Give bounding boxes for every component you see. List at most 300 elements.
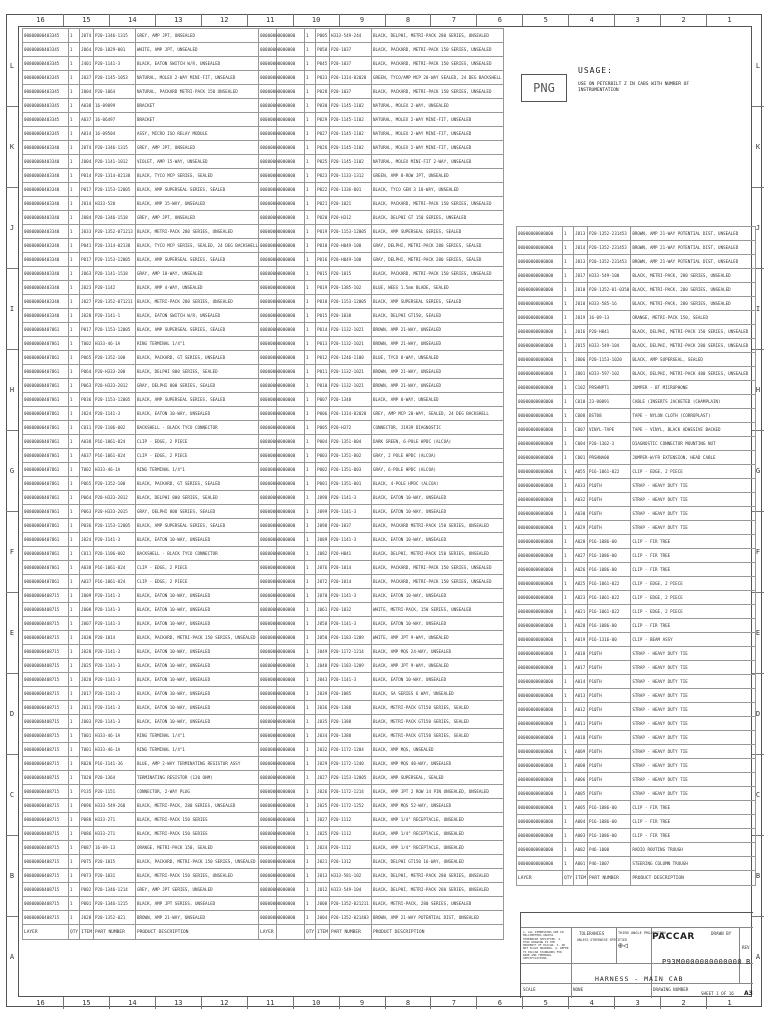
- bom-layer: 00000000408715: [23, 869, 69, 883]
- bom-item: A021: [574, 605, 588, 619]
- bom-item: J027: [80, 295, 94, 309]
- bom-row: [259, 323, 504, 337]
- bom-description: GREY, AMP JPT SERIES, UNSEALED: [135, 883, 276, 897]
- bom-description: GREEN, AMP 8-ROW JPT, UNSEALED: [371, 169, 503, 183]
- bom-row: [259, 771, 504, 785]
- bom-row: [259, 799, 504, 813]
- bom-description: BLACK, METRI-PACK, 280 SERIES, UNSEALED: [371, 897, 503, 911]
- bom-qty: 1: [563, 731, 574, 745]
- bom-description: STEERING COLUMN TROUGH: [631, 857, 756, 871]
- bom-row: [259, 645, 504, 659]
- bom-description: STRAP - HEAVY DUTY TIE: [631, 647, 756, 661]
- bom-qty: 1: [69, 113, 80, 127]
- bom-row: [259, 911, 504, 925]
- bom-item: J009: [80, 589, 94, 603]
- bom-layer: 00000000408715: [23, 897, 69, 911]
- bom-description: BLACK, METRI-PACK 150 SERIES, UNSEALED: [135, 869, 276, 883]
- bom-row: [259, 99, 504, 113]
- bom-part-number: P46-1007: [587, 857, 630, 871]
- bom-description: BLACK, METRI-PACK GT150 SERIES, SEALED: [371, 701, 503, 715]
- bom-item: J007: [80, 617, 94, 631]
- bom-qty: 1: [69, 57, 80, 71]
- col-zone-top-12: 12: [201, 14, 247, 26]
- bom-row: [259, 897, 504, 911]
- bom-item: J015: [574, 339, 588, 353]
- revision-value: B: [746, 958, 751, 966]
- bom-layer: 00000000000000: [517, 675, 563, 689]
- bom-row: [23, 855, 277, 869]
- bom-row: [259, 883, 504, 897]
- bom-part-number: P20-1153-1020: [587, 353, 630, 367]
- bom-row: [23, 155, 277, 169]
- bom-qty: 1: [563, 829, 574, 843]
- bom-qty: 1: [305, 645, 316, 659]
- bom-row: [517, 437, 756, 451]
- bom-row: [259, 267, 504, 281]
- bom-part-number: P20-1037: [329, 57, 371, 71]
- bom-layer: 00000000000000: [517, 605, 563, 619]
- bom-part-number: P20-H049-100: [329, 253, 371, 267]
- bom-layer: 00000000000000: [259, 645, 305, 659]
- bom-description: BACKSHELL - BLACK TYCO CONNECTOR: [135, 547, 276, 561]
- bom-part-number: P16-1086-00: [587, 535, 630, 549]
- bom-item: J003: [80, 715, 94, 729]
- bom-layer: 00000000000000: [517, 703, 563, 717]
- bom-row: [517, 801, 756, 815]
- bom-item: A004: [574, 815, 588, 829]
- bom-item: P028: [316, 85, 330, 99]
- row-zone-right-a: A: [752, 916, 764, 997]
- bom-qty: 1: [69, 701, 80, 715]
- bom-description: BRACKET: [135, 113, 276, 127]
- bom-item: P003: [316, 449, 330, 463]
- bom-layer: 00000000000000: [517, 787, 563, 801]
- bom-row: [517, 549, 756, 563]
- bom-description: GRAY, 6-POLE HPDC (ALCOA): [371, 463, 503, 477]
- bom-layer: 00000000000000: [517, 395, 563, 409]
- bom-item: P019: [316, 225, 330, 239]
- drawn-by-label: DRAWN BY: [711, 931, 732, 936]
- bom-description: BLACK, PACKARD, METRI-PACK 150 SERIES, UNSEALED: [371, 575, 503, 589]
- bom-description: BACKSHELL - BLACK TYCO CONNECTOR: [135, 421, 276, 435]
- row-zone-right-h: H: [752, 349, 764, 430]
- bom-part-number: P20-1352-100: [93, 477, 135, 491]
- bom-layer: 00000000000000: [517, 563, 563, 577]
- bom-part-number: P20-1172-1240: [329, 757, 371, 771]
- bom-row: [23, 393, 277, 407]
- bom-row: [23, 897, 277, 911]
- bom-qty: 1: [563, 689, 574, 703]
- row-zone-right-l: L: [755, 62, 761, 70]
- bom-qty: 1: [69, 477, 80, 491]
- drawing-number: P93M0000000000000: [662, 958, 743, 966]
- bom-part-number: P20-1015: [329, 267, 371, 281]
- bom-description: GRAY, DELPHI 800 SERIES, SEALED: [135, 505, 276, 519]
- bom-qty: 1: [305, 491, 316, 505]
- bom-row: [517, 843, 756, 857]
- bom-description: BROWN, AMP 21-WAY, UNSEALED: [371, 337, 503, 351]
- bom-layer: 00000000403340: [23, 169, 69, 183]
- bom-description: CONNECTOR, J1939 DIAGNOSTIC: [371, 421, 503, 435]
- bom-description: BLACK, AMP SUPERSEAL SERIES, SEALED: [135, 253, 276, 267]
- bom-description: BLACK, METRI-PACK, 280 SERIES, UNSEALED: [135, 799, 276, 813]
- bom-row: [259, 855, 504, 869]
- company-logo: PACCAR: [652, 932, 695, 942]
- bom-part-number: P16-1061-024: [93, 435, 135, 449]
- bom-item: A011: [574, 717, 588, 731]
- bom-description: GRAY, 2 POLE HPDC (ALCOA): [371, 449, 503, 463]
- bom-layer: 00000000000000: [517, 647, 563, 661]
- bom-layer: 00000000000000: [517, 689, 563, 703]
- row-zone-right-c: C: [752, 754, 764, 835]
- bom-item: C007: [574, 423, 588, 437]
- bom-item: P063: [80, 505, 94, 519]
- bom-description: BLACK, EATON 10-WAY, UNSEALED: [371, 491, 503, 505]
- bom-qty: 1: [69, 491, 80, 505]
- bom-item: J070: [316, 589, 330, 603]
- bom-layer: 00000000000000: [517, 745, 563, 759]
- bom-part-number: P20-1145-1102: [329, 113, 371, 127]
- bom-part-number: P20-1352-021403: [329, 911, 371, 925]
- bom-qty: 1: [305, 155, 316, 169]
- bom-description: RING TERMINAL 1/4"1: [135, 463, 276, 477]
- bom-layer: 00000000000000: [517, 479, 563, 493]
- bom-row: [23, 435, 277, 449]
- bom-description: BLACK, EATON 10-WAY, UNSEALED: [135, 673, 276, 687]
- bom-header-item: ITEM: [574, 871, 588, 886]
- bom-part-number: P10TH: [587, 773, 630, 787]
- col-zone-top-7: 7: [430, 14, 476, 26]
- bom-description: BLACK, AMP MQS 40-WAY, UNSEALED: [371, 757, 503, 771]
- bom-header-row: [517, 871, 756, 886]
- bom-row: [259, 673, 504, 687]
- col-zone-top-9: 9: [339, 14, 385, 26]
- bom-layer: 00000000000000: [517, 227, 563, 241]
- bom-item: J010: [574, 283, 588, 297]
- bom-part-number: P20-1112: [329, 827, 371, 841]
- bom-layer: 00000000000000: [259, 757, 305, 771]
- bom-item: J028: [80, 645, 94, 659]
- bom-layer: 00000000000000: [259, 99, 305, 113]
- bom-description: RING TERMINAL 1/4"1: [135, 337, 276, 351]
- col-zone-top-14: 14: [109, 14, 155, 26]
- bom-item: J058: [316, 617, 330, 631]
- bom-layer: 00000000000000: [259, 687, 305, 701]
- bom-layer: 00000000407861: [23, 561, 69, 575]
- bom-layer: 00000000000000: [259, 603, 305, 617]
- bom-qty: 1: [69, 337, 80, 351]
- bom-description: WHITE, AMP JPT 9-WAY, UNSEALED: [371, 631, 503, 645]
- bom-row: [259, 71, 504, 85]
- bom-part-number: P20-1172-1214: [329, 785, 371, 799]
- bom-item: P001: [316, 477, 330, 491]
- bom-row: [517, 325, 756, 339]
- bom-part-number: P20-1029-001: [93, 43, 135, 57]
- bom-row: [259, 183, 504, 197]
- bom-part-number: P20-1132-1021: [329, 323, 371, 337]
- bom-item: A025: [574, 577, 588, 591]
- bom-item: J027: [316, 771, 330, 785]
- bom-part-number: H333-46-1A: [93, 729, 135, 743]
- bom-item: J004: [80, 155, 94, 169]
- bom-item: A003: [574, 829, 588, 843]
- bom-row: [259, 743, 504, 757]
- bom-qty: 1: [563, 675, 574, 689]
- bom-qty: 1: [305, 869, 316, 883]
- bom-qty: 1: [69, 757, 80, 771]
- bom-layer: 00000000407861: [23, 547, 69, 561]
- bom-layer: 00000000403340: [23, 239, 69, 253]
- bom-qty: 1: [305, 435, 316, 449]
- bom-qty: 1: [69, 85, 80, 99]
- bom-header-item: ITEM: [316, 925, 330, 940]
- bom-row: [259, 449, 504, 463]
- bom-description: BROWN, AMP 21-WAY, UNSEALED: [371, 323, 503, 337]
- bom-description: NATURAL, MOLEX 2-WAY MINI-FIT, UNSEALED: [371, 113, 503, 127]
- bom-item: A014: [574, 675, 588, 689]
- bom-part-number: P20-1085: [329, 687, 371, 701]
- bom-qty: 1: [69, 71, 80, 85]
- bom-qty: 1: [69, 267, 80, 281]
- bom-row: [259, 127, 504, 141]
- col-zone-top-8: 8: [385, 14, 431, 26]
- bom-part-number: P20-1352-071211: [93, 295, 135, 309]
- bom-layer: 00000000407861: [23, 533, 69, 547]
- rev-label: REV: [742, 945, 750, 950]
- bom-layer: 00000000000000: [259, 561, 305, 575]
- bom-description: BLACK, AMP JPT SERIES, UNSEALED: [135, 897, 276, 911]
- bom-description: NATURAL, MOLEX MINI-FIT 2-WAY, UNSEALED: [371, 155, 503, 169]
- bom-qty: 1: [305, 729, 316, 743]
- bom-row: [23, 323, 277, 337]
- bom-header-desc: PRODUCT DESCRIPTION: [631, 871, 756, 886]
- bom-qty: 1: [305, 449, 316, 463]
- bom-part-number: P20-1032: [329, 603, 371, 617]
- bom-part-number: H333-46-1A: [93, 337, 135, 351]
- bom-layer: 00000000407861: [23, 491, 69, 505]
- bom-layer: 00000000403340: [23, 141, 69, 155]
- bom-description: BLACK, AMP 1/4" RECEPTACLE, UNSEALED: [371, 841, 503, 855]
- col-zone-bottom-7: 7: [430, 997, 476, 1009]
- bom-item: J016: [574, 325, 588, 339]
- bom-qty: 1: [69, 743, 80, 757]
- bom-row: [259, 141, 504, 155]
- drawing-number-label: DRAWING NUMBER: [653, 987, 689, 992]
- bom-qty: 1: [69, 295, 80, 309]
- bom-item: J082: [316, 547, 330, 561]
- bom-row: [23, 253, 277, 267]
- bom-description: TERMINATING RESISTOR (120 OHM): [135, 771, 276, 785]
- bom-item: P036: [80, 519, 94, 533]
- bom-description: BROWN, AMP 21-WAY POTENTIAL DIST, UNSEALED: [631, 241, 756, 255]
- bom-part-number: P20-1132-1021: [329, 379, 371, 393]
- bom-part-number: P16-1061-022: [587, 577, 630, 591]
- bom-description: RING TERMINAL 1/4"1: [135, 729, 276, 743]
- bom-item: P013: [316, 337, 330, 351]
- tolerances-note: UNLESS OTHERWISE SPECIFIED: [577, 938, 627, 942]
- bom-layer: 00000000000000: [517, 591, 563, 605]
- bom-description: CLIP - FIR TREE: [631, 815, 756, 829]
- bom-item: P030: [316, 99, 330, 113]
- bom-part-number: P20-H049-100: [329, 239, 371, 253]
- bom-qty: 1: [563, 353, 574, 367]
- bom-qty: 1: [305, 71, 316, 85]
- bom-header-layer: LAYER: [23, 925, 69, 940]
- bom-layer: 00000000000000: [259, 323, 305, 337]
- bom-part-number: P20-1132-1021: [329, 365, 371, 379]
- bom-layer: 00000000000000: [259, 771, 305, 785]
- bom-layer: 00000000000000: [517, 857, 563, 871]
- bom-item: T002: [80, 337, 94, 351]
- bom-item: P017: [80, 253, 94, 267]
- col-zone-bottom-3: 3: [614, 997, 660, 1009]
- bom-item: P015: [316, 267, 330, 281]
- bom-row: [517, 227, 756, 241]
- bom-qty: 1: [563, 507, 574, 521]
- bom-part-number: P20-1064: [93, 85, 135, 99]
- bom-part-number: P20-1141-3: [329, 491, 371, 505]
- bom-layer: 00000000000000: [259, 883, 305, 897]
- bom-qty: 1: [305, 813, 316, 827]
- bom-qty: 1: [305, 183, 316, 197]
- bom-item: J033: [80, 225, 94, 239]
- bom-part-number: P20-1014: [329, 561, 371, 575]
- bom-header-part: PART NUMBER: [93, 925, 135, 940]
- bom-header-part: PART NUMBER: [329, 925, 371, 940]
- bom-description: GREY, AMP MCP 20-WAY, SEALED, 24 DEG BACKSHELL: [371, 407, 503, 421]
- bom-table-right: [516, 226, 756, 886]
- bom-item: P063: [80, 379, 94, 393]
- col-zone-bottom-2: 2: [660, 997, 706, 1009]
- bom-description: GRAY, DELPHI, METRI-PACK 280 SERIES, SEALED: [371, 253, 503, 267]
- bom-description: STRAP - HEAVY DUTY TIE: [631, 731, 756, 745]
- bom-layer: 00000000403340: [23, 295, 69, 309]
- bom-row: [517, 647, 756, 661]
- bom-layer: 00000000403345: [23, 43, 69, 57]
- bom-qty: 1: [563, 549, 574, 563]
- bom-item: C011: [80, 547, 94, 561]
- projection-symbol-icon: ⊕◁: [618, 941, 628, 950]
- bom-description: BROWN, AMP 21-WAY POTENTIAL DIST, UNSEALED: [631, 255, 756, 269]
- bom-qty: 1: [69, 673, 80, 687]
- bom-qty: 1: [69, 463, 80, 477]
- bom-item: A017: [574, 661, 588, 675]
- bom-part-number: 16-06497: [93, 113, 135, 127]
- bom-layer: 00000000000000: [259, 421, 305, 435]
- bom-layer: 00000000407861: [23, 323, 69, 337]
- bom-item: A030: [574, 507, 588, 521]
- bom-part-number: P16-1061-024: [93, 575, 135, 589]
- bom-layer: 00000000000000: [517, 353, 563, 367]
- bom-part-number: H333-520: [93, 197, 135, 211]
- bom-item: P014: [316, 323, 330, 337]
- bom-row: [517, 759, 756, 773]
- bom-qty: 1: [563, 297, 574, 311]
- bom-layer: 00000000000000: [517, 465, 563, 479]
- bom-layer: 00000000000000: [517, 297, 563, 311]
- scale-value: NONE: [573, 987, 584, 992]
- bom-part-number: 16-09-13: [587, 311, 630, 325]
- bom-row: [23, 267, 277, 281]
- bom-layer: 00000000000000: [517, 255, 563, 269]
- bom-description: GREY, AMP JPT, UNSEALED: [135, 211, 276, 225]
- bom-row: [517, 633, 756, 647]
- bom-row: [259, 603, 504, 617]
- bom-row: [23, 43, 277, 57]
- bom-row: [517, 283, 756, 297]
- bom-qty: 1: [69, 575, 80, 589]
- bom-row: [23, 407, 277, 421]
- bom-layer: 00000000000000: [259, 799, 305, 813]
- row-zone-right-b: B: [752, 835, 764, 916]
- bom-description: RADIO ROUTING TROUGH: [631, 843, 756, 857]
- bom-row: [259, 113, 504, 127]
- bom-row: [23, 827, 277, 841]
- bom-part-number: P20-1172-1204: [329, 743, 371, 757]
- bom-description: DIAGNOSTIC CONNECTOR MOUNTING NUT: [631, 437, 756, 451]
- col-zone-top-10: 10: [293, 14, 339, 26]
- bom-row: [23, 603, 277, 617]
- bom-description: BLACK, DELPHI GT150 16-WAY, UNSEALED: [371, 855, 503, 869]
- bom-row: [517, 395, 756, 409]
- bom-description: BLACK, 4-POLE HPDC (ALCOA): [371, 477, 503, 491]
- bom-part-number: P20-1112: [329, 813, 371, 827]
- bom-qty: 1: [69, 239, 80, 253]
- bom-item: J001: [574, 367, 588, 381]
- bom-part-number: H333-271: [93, 827, 135, 841]
- bom-part-number: P20-H333-200: [93, 365, 135, 379]
- bom-qty: 1: [305, 631, 316, 645]
- bom-row: [259, 85, 504, 99]
- bom-row: [259, 715, 504, 729]
- bom-item: P086: [80, 827, 94, 841]
- bom-item: P029: [316, 113, 330, 127]
- bom-description: BLACK, DELPHI GT150, SEALED: [371, 309, 503, 323]
- bom-layer: 00000000403340: [23, 253, 69, 267]
- bom-description: STRAP - HEAVY DUTY TIE: [631, 689, 756, 703]
- bom-row: [259, 575, 504, 589]
- bom-row: [23, 477, 277, 491]
- bom-layer: 00000000407861: [23, 519, 69, 533]
- bom-row: [517, 521, 756, 535]
- bom-row: [23, 491, 277, 505]
- bom-description: WHITE, METRI-PACK, 150 SERIES, UNSEALED: [371, 603, 503, 617]
- bom-row: [259, 757, 504, 771]
- bom-description: CLIP - EDGE, 2 PIECE: [135, 449, 276, 463]
- bom-part-number: P20-1145-1102: [329, 155, 371, 169]
- bom-layer: 00000000000000: [259, 715, 305, 729]
- bom-item: A009: [574, 745, 588, 759]
- bom-item: J401: [80, 57, 94, 71]
- bom-description: STRAP - HEAVY DUTY TIE: [631, 759, 756, 773]
- bom-layer: 00000000403340: [23, 183, 69, 197]
- bom-description: BLACK, DELPHI GT 150 SERIES, UNSEALED: [371, 211, 503, 225]
- bom-part-number: P20-1388: [329, 701, 371, 715]
- bom-item: J010: [574, 297, 588, 311]
- bom-item: A013: [574, 689, 588, 703]
- bom-row: [259, 337, 504, 351]
- bom-part-number: P20-1031: [93, 869, 135, 883]
- bom-qty: 1: [305, 323, 316, 337]
- bom-part-number: H333-549-104: [329, 883, 371, 897]
- bom-row: [517, 423, 756, 437]
- bom-item: A010: [574, 731, 588, 745]
- bom-layer: 00000000000000: [259, 267, 305, 281]
- bom-row: [517, 577, 756, 591]
- bom-description: BLACK, EATON 10-WAY, UNSEALED: [135, 687, 276, 701]
- bom-row: [23, 771, 277, 785]
- bom-layer: 00000000403345: [23, 127, 69, 141]
